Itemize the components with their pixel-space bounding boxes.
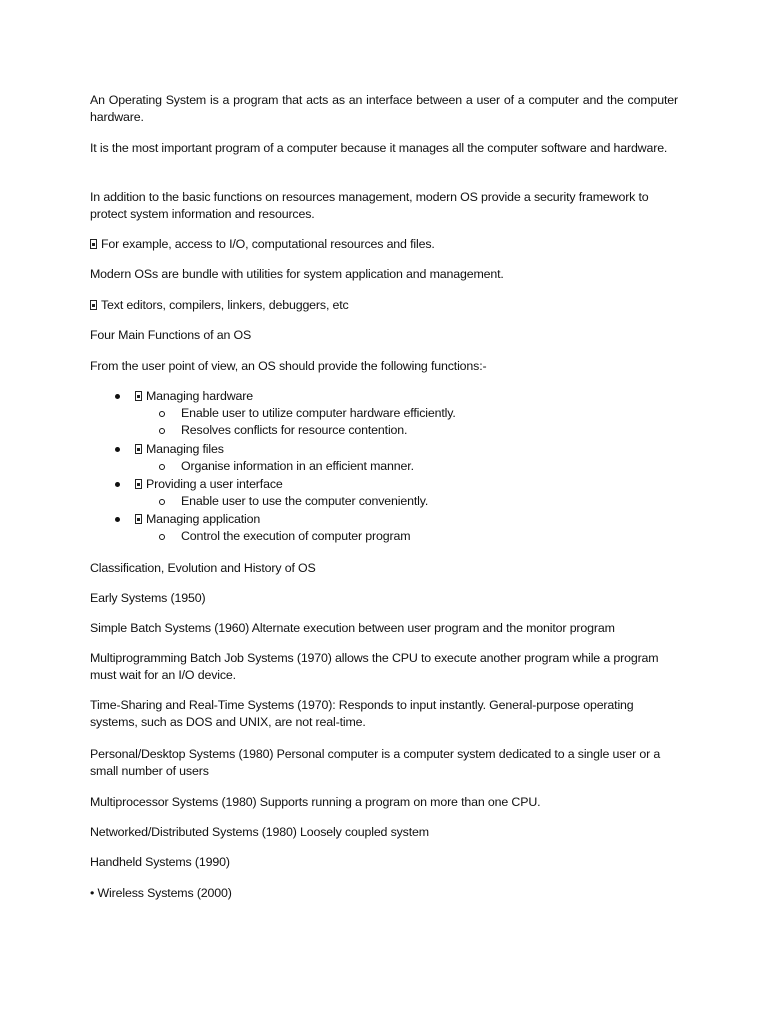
history-item: Time-Sharing and Real-Time Systems (1970): Responds to input instantly. General-purpose operating systems, such as DOS and UNIX, are not real-time.: [90, 698, 634, 729]
utilities-example-line: [90, 297, 678, 314]
history-item: • Wireless Systems (2000): [90, 886, 232, 900]
bullet-circle-icon: [159, 428, 165, 434]
intro-paragraph: An Operating System is a program that acts as an interface between a user of a computer and the computer hardware.: [90, 93, 678, 124]
function-subitem: Organise information in an efficient manner.: [181, 459, 414, 473]
functions-intro: From the user point of view, an OS should provide the following functions:-: [90, 359, 487, 373]
bullet-disc-icon: [115, 482, 120, 487]
placeholder-glyph-icon: [90, 300, 97, 310]
security-paragraph: In addition to the basic functions on resources management, modern OS provide a security framework to protect system information and resources.: [90, 190, 649, 221]
function-label: Providing a user interface: [146, 477, 283, 491]
history-item: Early Systems (1950): [90, 591, 206, 605]
section-heading-history: Classification, Evolution and History of OS: [90, 561, 316, 575]
history-item: Networked/Distributed Systems (1980) Loosely coupled system: [90, 825, 429, 839]
bullet-circle-icon: [159, 499, 165, 505]
utilities-example-text: Text editors, compilers, linkers, debuggers, etc: [101, 298, 349, 312]
bullet-disc-icon: [115, 517, 120, 522]
function-subitem: Enable user to use the computer conveniently.: [181, 494, 429, 508]
function-label: Managing application: [146, 512, 261, 526]
history-item: Personal/Desktop Systems (1980) Personal computer is a computer system dedicated to a single user or a small number of users: [90, 747, 661, 778]
placeholder-glyph-icon: [135, 514, 142, 524]
function-item: [135, 476, 283, 493]
bullet-disc-icon: [115, 394, 120, 399]
function-subitem: Resolves conflicts for resource contention.: [181, 423, 408, 437]
history-item: Multiprogramming Batch Job Systems (1970) allows the CPU to execute another program while a program must wait for an I/O device.: [90, 651, 659, 682]
placeholder-glyph-icon: [135, 444, 142, 454]
bullet-circle-icon: [159, 534, 165, 540]
function-subitem: Enable user to utilize computer hardware efficiently.: [181, 406, 456, 420]
function-label: Managing hardware: [146, 389, 253, 403]
bullet-disc-icon: [115, 447, 120, 452]
importance-paragraph: It is the most important program of a computer because it manages all the computer software and hardware.: [90, 141, 668, 155]
placeholder-glyph-icon: [90, 239, 97, 249]
history-item: Simple Batch Systems (1960) Alternate execution between user program and the monitor program: [90, 621, 615, 635]
history-item: Handheld Systems (1990): [90, 855, 230, 869]
function-item: [135, 511, 260, 528]
function-item: [135, 388, 253, 405]
bullet-circle-icon: [159, 411, 165, 417]
function-label: Managing files: [146, 442, 224, 456]
bullet-circle-icon: [159, 464, 165, 470]
section-heading-functions: Four Main Functions of an OS: [90, 328, 252, 342]
placeholder-glyph-icon: [135, 391, 142, 401]
placeholder-glyph-icon: [135, 479, 142, 489]
example-text: For example, access to I/O, computational resources and files.: [101, 237, 435, 251]
function-item: [135, 441, 224, 458]
history-item: Multiprocessor Systems (1980) Supports running a program on more than one CPU.: [90, 795, 541, 809]
utilities-paragraph: Modern OSs are bundle with utilities for system application and management.: [90, 267, 504, 281]
function-subitem: Control the execution of computer program: [181, 529, 411, 543]
example-line: [90, 236, 678, 253]
